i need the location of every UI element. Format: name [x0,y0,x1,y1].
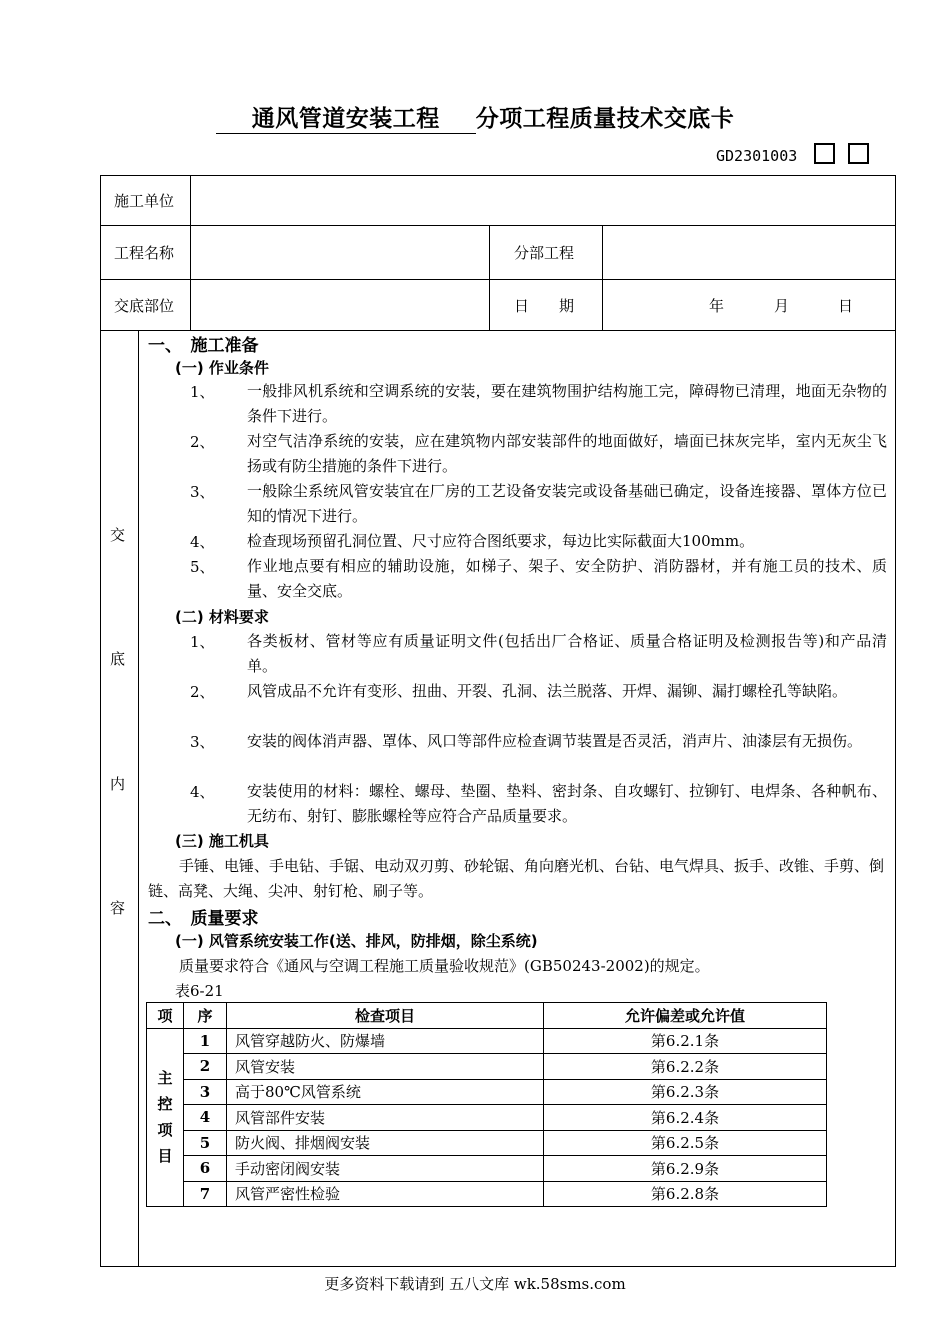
row-value: 第6.2.4条 [544,1105,827,1131]
item-text: 一般除尘系统风管安装宜在厂房的工艺设备安装完或设备基础已确定，设备连接器、罩体方位已知的情况下进行。 [247,482,887,525]
table-caption: 表6-21 [175,982,224,1000]
table-row [147,1156,827,1182]
row-value: 第6.2.9条 [544,1156,827,1182]
divider [190,176,191,330]
table-row [147,1028,827,1054]
item-text: 对空气洁净系统的安装，应在建筑物内部安装部件的地面做好，墙面已抹灰完毕，室内无灰尘飞扬或有防尘措施的条件下进行。 [247,432,887,475]
row-item: 风管穿越防火、防爆墙 [227,1028,544,1054]
col-header: 允许偏差或允许值 [544,1003,827,1029]
divider [489,225,490,330]
row-number: 3 [184,1079,227,1105]
title-project-name: 通风管道安装工程 [216,100,476,134]
date-day: 日 [838,297,854,315]
table-row [147,1105,827,1131]
quality-table [146,1002,827,1207]
table-row [147,1181,827,1207]
table-row [147,1079,827,1105]
section-title: 一、 施工准备 [148,336,259,356]
item-number: 5、 [190,558,215,576]
subsection-title: (二) 材料要求 [175,608,269,626]
row-value: 第6.2.2条 [544,1054,827,1080]
row-value: 第6.2.3条 [544,1079,827,1105]
item-text: 安装的阀体消声器、罩体、风口等部件应检查调节装置是否灵活，消声片、油漆层有无损伤。 [247,732,863,750]
title-suffix: 分项工程质量技术交底卡 [475,106,735,132]
date-month: 月 [774,297,790,315]
item-number: 4、 [190,533,215,551]
row-item: 风管严密性检验 [227,1181,544,1207]
group-label [147,1028,184,1207]
item-number: 4、 [190,783,215,801]
row-item: 防火阀、排烟阀安装 [227,1130,544,1156]
section-title: 二、 质量要求 [148,909,259,929]
item-number: 2、 [190,683,215,701]
tools-paragraph: 手锤、电锤、手电钻、手锯、电动双刃剪、砂轮锯、角向磨光机、台钻、电气焊具、扳手、改锥、手剪、倒链、高凳、大绳、尖冲、射钉枪、刷子等。 [148,857,885,900]
label-project-name: 工程名称 [114,244,175,262]
row-item: 风管部件安装 [227,1105,544,1131]
group-label-text: 主控项目 [157,1069,173,1166]
divider [101,279,895,280]
label-location: 交底部位 [114,297,175,315]
document-code: GD2301003 [716,147,798,165]
item-text: 风管成品不允许有变形、扭曲、开裂、孔洞、法兰脱落、开焊、漏铆、漏打螺栓孔等缺陷。 [247,682,848,700]
row-number: 4 [184,1105,227,1131]
row-number: 2 [184,1054,227,1080]
label-construction-unit: 施工单位 [114,192,175,210]
side-label-char: 内 [110,775,126,793]
col-header: 检查项目 [227,1003,544,1029]
item-number: 1、 [190,383,215,401]
item-number: 1、 [190,633,215,651]
table-row [147,1054,827,1080]
col-header: 项 [147,1003,184,1029]
table-row [147,1130,827,1156]
row-number: 6 [184,1156,227,1182]
row-value: 第6.2.8条 [544,1181,827,1207]
row-number: 7 [184,1181,227,1207]
row-item: 风管安装 [227,1054,544,1080]
item-text: 一般排风机系统和空调系统的安装，要在建筑物围护结构施工完，障碍物已清理，地面无杂物的条件下进行。 [247,382,887,425]
row-number: 5 [184,1130,227,1156]
row-item: 手动密闭阀安装 [227,1156,544,1182]
date-year: 年 [709,297,725,315]
item-text: 检查现场预留孔洞位置、尺寸应符合图纸要求，每边比实际截面大100mm。 [247,532,755,550]
divider [101,225,895,226]
divider [138,330,139,1266]
row-value: 第6.2.1条 [544,1028,827,1054]
row-number: 1 [184,1028,227,1054]
table-header-row [147,1003,827,1029]
footer-text: 更多资料下载请到 五八文库 wk.58sms.com [324,1275,626,1293]
item-number: 2、 [190,433,215,451]
item-number: 3、 [190,483,215,501]
label-division: 分部工程 [514,244,575,262]
col-header: 序 [184,1003,227,1029]
row-item: 高于80℃风管系统 [227,1079,544,1105]
item-text: 作业地点要有相应的辅助设施，如梯子、架子、安全防护、消防器材，并有施工员的技术、质量、安全交底。 [247,557,887,600]
subsection-title: (一) 风管系统安装工作(送、排风，防排烟，除尘系统) [175,932,538,950]
side-label-char: 容 [110,899,126,917]
side-label-char: 交 [110,526,126,544]
document-title [0,100,950,134]
side-label-char: 底 [110,650,126,668]
item-number: 3、 [190,733,215,751]
subsection-title: (三) 施工机具 [175,832,269,850]
item-text: 各类板材、管材等应有质量证明文件(包括出厂合格证、质量合格证明及检测报告等)和产品清单。 [247,632,887,675]
quality-paragraph: 质量要求符合《通风与空调工程施工质量验收规范》(GB50243-2002)的规定。 [179,957,710,975]
item-text: 安装使用的材料：螺栓、螺母、垫圈、垫料、密封条、自攻螺钉、拉铆钉、电焊条、各种帆布、无纺布、射钉、膨胀螺栓等应符合产品质量要求。 [247,782,887,825]
divider [602,225,603,330]
subsection-title: (一) 作业条件 [175,359,269,377]
label-date: 日 期 [514,297,575,315]
row-value: 第6.2.5条 [544,1130,827,1156]
checkbox-1[interactable] [814,143,835,164]
checkbox-2[interactable] [848,143,869,164]
